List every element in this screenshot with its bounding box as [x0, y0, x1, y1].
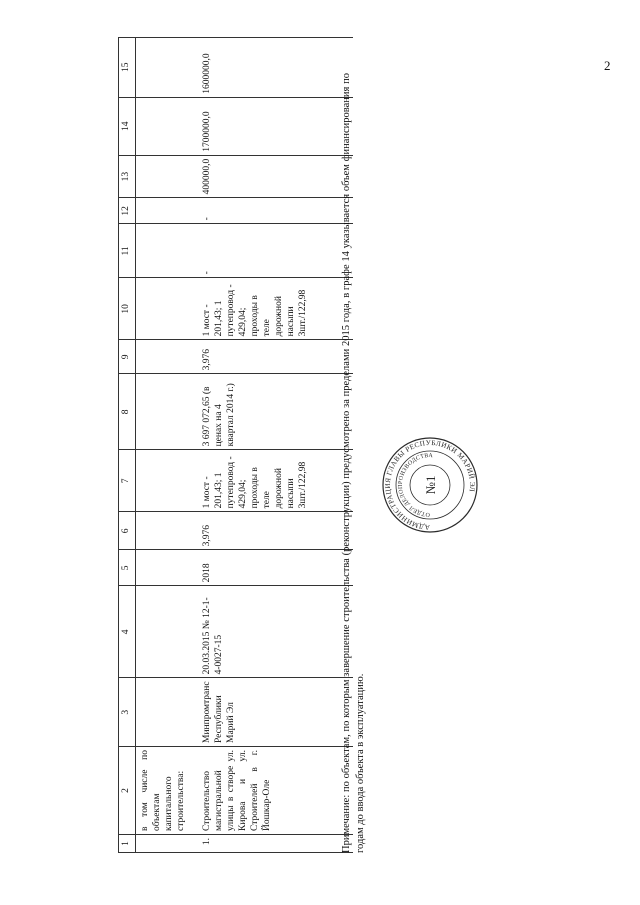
value-col14: 1700000,0: [199, 97, 353, 155]
table-row: [199, 37, 353, 852]
seal-outer-text: АДМИНИСТРАЦИЯ ГЛАВЫ РЕСПУБЛИКИ МАРИЙ ЭЛ: [383, 438, 477, 532]
estimated-cost: 3 697 072,65 (в ценах на 4 квартал 2014 г.): [199, 374, 353, 450]
subheader-text: в том числе по объектам капитального строительства:: [136, 747, 200, 835]
column-number: 6: [119, 512, 136, 550]
column-number: 8: [119, 374, 136, 450]
footnote: Примечание: по объектам, по которым завершение строительства (реконструкции) предусмотрено за пределами 2015 года, в графе 14 указывается объем финансирования по годам до ввода объекта в эксплуатацию.: [341, 73, 366, 853]
column-number: 2: [119, 747, 136, 835]
column-number: 11: [119, 224, 136, 278]
capacity-total: 3,976: [199, 512, 353, 550]
column-number: 3: [119, 678, 136, 747]
column-number-row: [119, 37, 136, 852]
capacity-input: 3,976: [199, 340, 353, 374]
row-number: 1.: [199, 835, 353, 853]
column-number: 13: [119, 155, 136, 198]
official-seal: [380, 435, 480, 535]
column-number: 9: [119, 340, 136, 374]
completion-year: 2018: [199, 550, 353, 586]
customer: Минпромтранс Республики Марий Эл: [199, 678, 353, 747]
value-col11: -: [199, 224, 353, 278]
subheader-row: [136, 37, 200, 852]
column-number: 5: [119, 550, 136, 586]
seal-center-text: №1: [423, 475, 438, 495]
value-col15: 1600000,0: [199, 37, 353, 97]
capacity-details: 1 мост - 201,43; 1 путепровод - 429,04; проходы в теле дорожной насыпи 3шт./122,98: [199, 450, 353, 512]
value-col13: 400000,0: [199, 155, 353, 198]
objects-table: [118, 37, 353, 853]
page-number: 2: [604, 58, 611, 73]
object-name: Строительство магистральной улицы в створе ул. Кирова и ул. Строителей в г. Йошкар-Оле: [199, 747, 353, 835]
capacity-input-details: 1 мост - 201,43; 1 путепровод - 429,04; проходы в теле дорожной насыпи 3шт./122,98: [199, 278, 353, 340]
seal-inner-text: ОТДЕЛ ДЕЛОПРОИЗВОДСТВА: [397, 452, 434, 518]
column-number: 10: [119, 278, 136, 340]
column-number: 4: [119, 586, 136, 678]
column-number: 14: [119, 97, 136, 155]
column-number: 7: [119, 450, 136, 512]
approval-doc: 20.03.2015 № 12-1-4-0027-15: [199, 586, 353, 678]
column-number: 1: [119, 835, 136, 853]
value-col12: -: [199, 198, 353, 224]
column-number: 12: [119, 198, 136, 224]
column-number: 15: [119, 37, 136, 97]
